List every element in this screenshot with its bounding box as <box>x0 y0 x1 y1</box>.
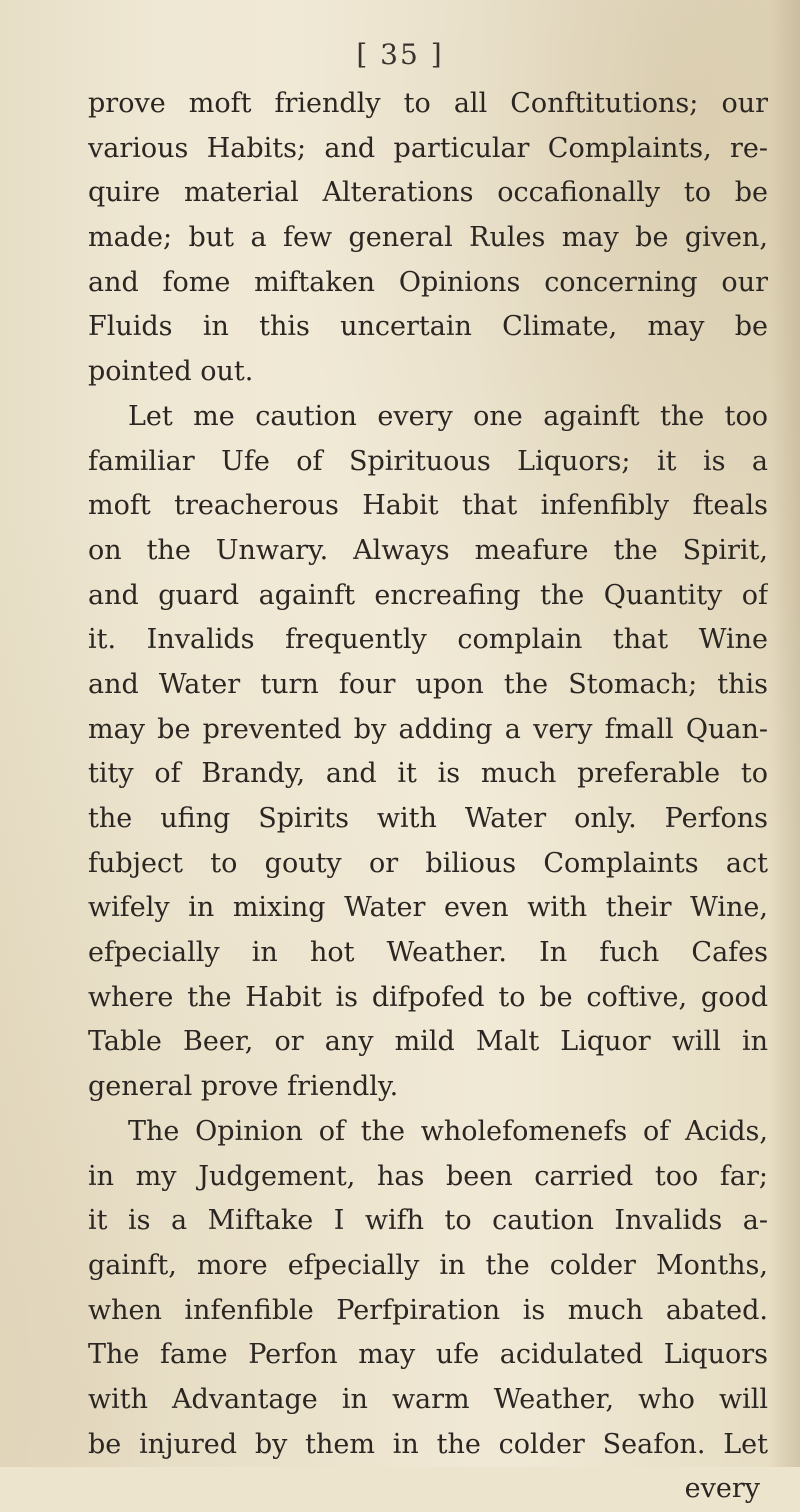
text-line: tity of Brandy, and it is much preferable to <box>88 758 768 790</box>
text-line: moft treacherous Habit that infenfibly fteals <box>88 490 768 522</box>
text-line: The fame Perfon may ufe acidulated Liquors <box>88 1339 768 1371</box>
page-edge-shading <box>770 0 800 1467</box>
text-line: Fluids in this uncertain Climate, may be <box>88 311 768 343</box>
text-line: and fome miftaken Opinions concerning our <box>88 266 768 298</box>
text-line: familiar Ufe of Spirituous Liquors; it is a <box>88 445 768 477</box>
text-line: various Habits; and particular Complaints, re- <box>88 132 768 164</box>
text-line: in my Judgement, has been carried too far; <box>88 1160 768 1192</box>
text-line: gainft, more efpecially in the colder Months, <box>88 1249 768 1281</box>
text-line: where the Habit is difpofed to be coftive, good <box>88 981 768 1013</box>
text-line: it is a Miftake I wifh to caution Invalids a- <box>88 1205 768 1237</box>
text-line: may be prevented by adding a very fmall Quan- <box>88 713 768 745</box>
text-line: and Water turn four upon the Stomach; this <box>88 668 768 700</box>
text-line: made; but a few general Rules may be given, <box>88 222 768 254</box>
text-line: prove moft friendly to all Conftitutions; our <box>88 88 768 119</box>
body-text <box>88 82 768 1512</box>
text-line: quire material Alterations occafionally to be <box>88 177 768 209</box>
text-line: fubject to gouty or bilious Complaints act <box>88 847 768 879</box>
paragraph-start-line: The Opinion of the wholefomenefs of Acids, <box>128 1115 768 1147</box>
text-line: the ufing Spirits with Water only. Perfons <box>88 803 768 834</box>
text-line: on the Unwary. Always meafure the Spirit, <box>88 534 768 566</box>
text-line: general prove friendly. <box>88 1071 399 1103</box>
text-line: when infenfible Perfpiration is much abated. <box>88 1294 768 1326</box>
text-line: efpecially in hot Weather. In fuch Cafes <box>88 937 768 969</box>
text-line: and guard againft encreafing the Quantity of <box>88 579 768 611</box>
text-line: wifely in mixing Water even with their Wine, <box>88 892 768 924</box>
text-line: Table Beer, or any mild Malt Liquor will in <box>88 1026 768 1058</box>
catchword: every <box>684 1473 760 1505</box>
text-line: it. Invalids frequently complain that Wine <box>88 624 768 656</box>
text-line: with Advantage in warm Weather, who will <box>88 1383 768 1415</box>
text-line: be injured by them in the colder Seafon. Let <box>88 1428 768 1460</box>
text-line: pointed out. <box>88 356 254 388</box>
page-number: [ 35 ] <box>356 38 444 71</box>
paragraph-start-line: Let me caution every one againft the too <box>128 400 768 432</box>
